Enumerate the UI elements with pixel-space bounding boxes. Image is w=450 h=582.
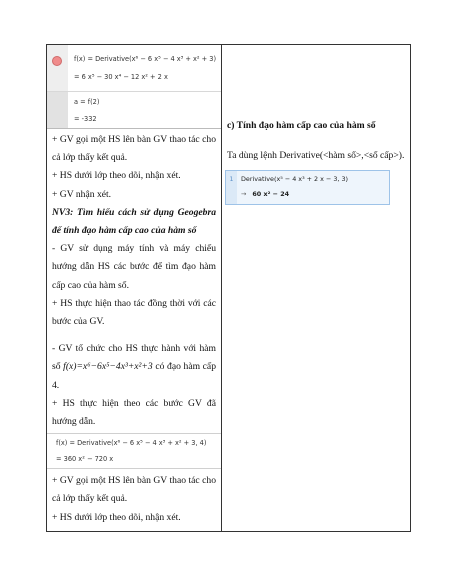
paragraph-hs-follow: + HS dưới lớp theo dõi, nhận xét. (52, 170, 181, 182)
lesson-table (46, 44, 411, 532)
row-number: 1 (226, 171, 237, 204)
paragraph-gv-call-hs: + GV gọi một HS lên bàn GV thao tác cho cả lớp thấy kết quả. (52, 134, 216, 164)
command-input: Derivative(x⁵ − 4 x³ + 2 x − 3, 3) (241, 175, 349, 184)
paragraph-gv-guide: - GV sử dụng máy tính và máy chiếu hướng dẫn HS các bước để tìm đạo hàm cấp cao của hàm số. (52, 243, 216, 291)
geogebra-derivative-panel (47, 433, 221, 469)
paragraph-practice: - GV tổ chức cho HS thực hành với hàm số f(x)=x⁶−6x⁵−4x³+x²+3 có đạo hàm cấp 4. (52, 343, 216, 391)
ggb-f-result: = 6 x⁵ − 30 x⁴ − 12 x² + 2 x (74, 73, 168, 81)
ggb-derivative-result: = 360 x² − 720 x (56, 455, 114, 464)
geogebra-command-box (225, 170, 390, 205)
geogebra-algebra-panel-f (47, 45, 221, 92)
paragraph-hs-steps: + HS thực hiện thao tác đồng thời với các bước của GV. (52, 297, 216, 328)
section-title-c: c) Tính đạo hàm cấp cao của hàm số (227, 120, 376, 131)
ggb-derivative-definition: f(x) = Derivative(x⁶ − 6 x⁵ − 4 x³ + x² + 3, 4) (56, 439, 207, 448)
paragraph-hs-follow-2: + HS dưới lớp theo dõi, nhận xét. (52, 511, 181, 523)
paragraph-derivative-command: Ta dùng lệnh Derivative(<hàm số>,<số cấp>). (227, 150, 405, 162)
paragraph-gv-comment: + GV nhận xét. (52, 188, 112, 200)
right-column (222, 45, 411, 532)
point-icon (52, 56, 62, 66)
function-formula: f(x)=x⁶−6x⁵−4x³+x²+3 (63, 361, 153, 373)
ggb-a-result: = -332 (74, 115, 97, 123)
section-heading-nv3: NV3: Tìm hiểu cách sử dụng Geogebra để tính đạo hàm cấp cao của hàm số (52, 206, 216, 237)
ggb-f-definition: f(x) = Derivative(x⁶ − 6 x⁵ − 4 x³ + x² + 3) (74, 55, 217, 63)
command-output: → 60 x² − 24 (241, 190, 290, 199)
left-column (47, 45, 222, 532)
paragraph-gv-call-hs-2: + GV gọi một HS lên bàn GV thao tác cho cả lớp thấy kết quả. (52, 475, 216, 505)
document-page (46, 44, 410, 524)
ggb-a-definition: a = f(2) (74, 98, 100, 106)
arrow-icon: → (241, 190, 247, 199)
geogebra-algebra-panel-a (47, 92, 221, 129)
paragraph-hs-practice: + HS thực hiện theo các bước GV đã hướng dẫn. (52, 397, 216, 428)
